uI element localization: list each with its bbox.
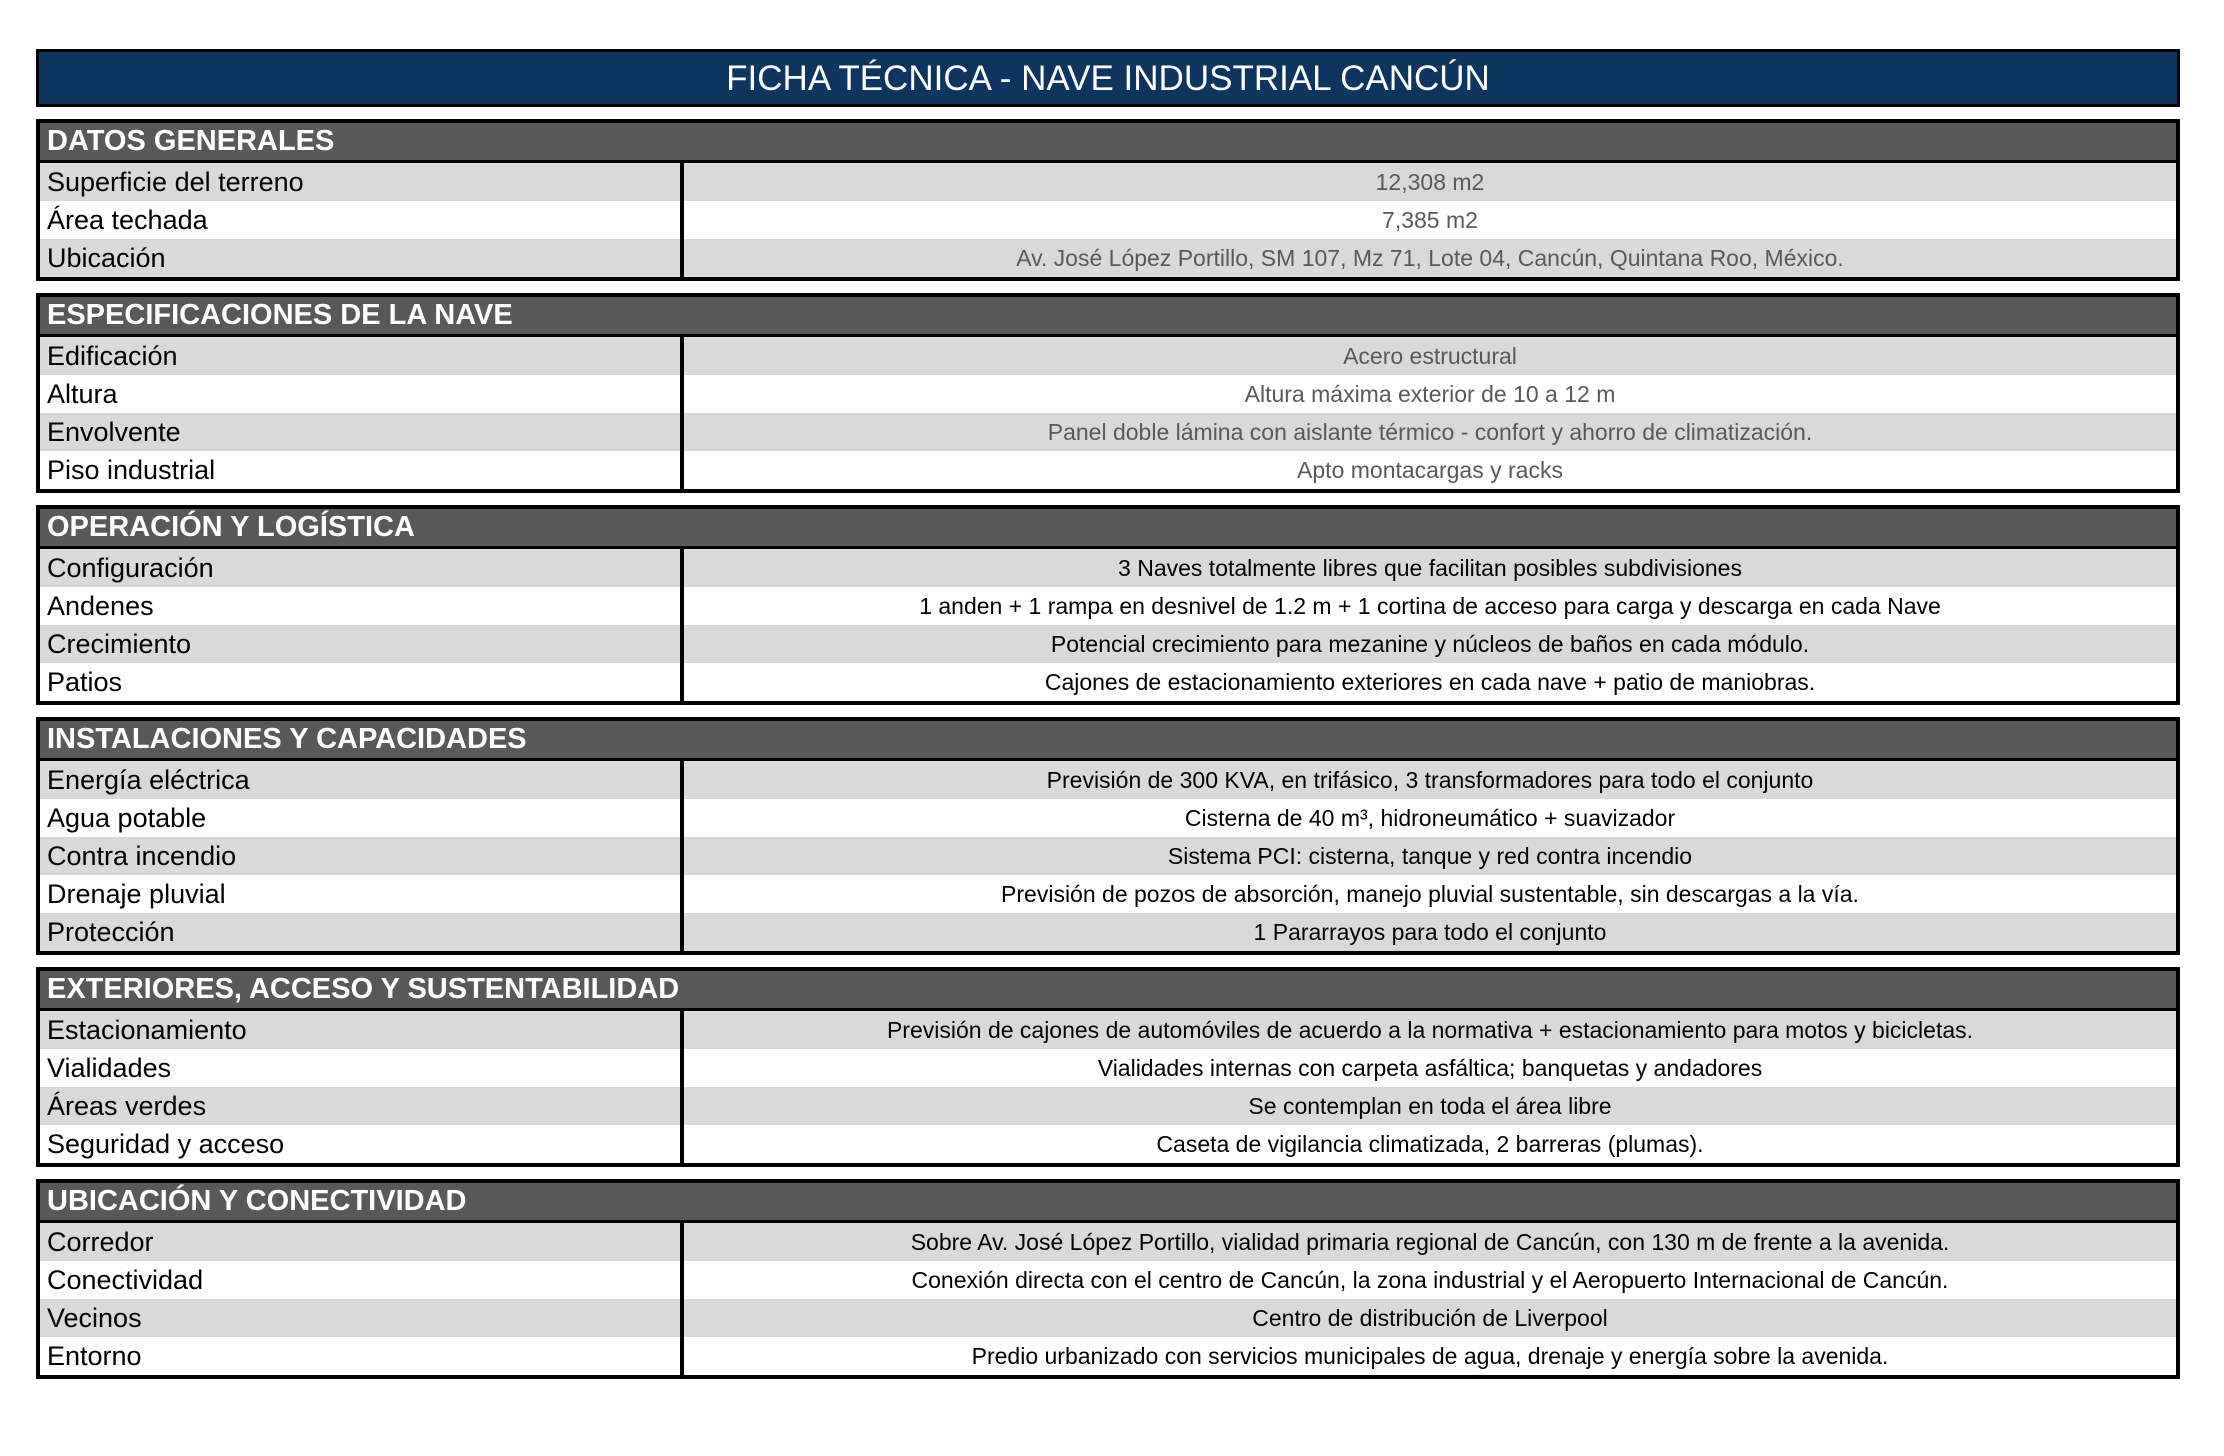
row-value: 7,385 m2: [1382, 206, 1478, 233]
row-value: Caseta de vigilancia climatizada, 2 barreras (plumas).: [1156, 1130, 1704, 1157]
row-value: Sobre Av. José López Portillo, vialidad primaria regional de Cancún, con 130 m de frente a la avenida.: [910, 1228, 1950, 1255]
row-value: Cisterna de 40 m³, hidroneumático + suavizador: [1184, 804, 1676, 831]
row-value: Av. José López Portillo, SM 107, Mz 71, Lote 04, Cancún, Quintana Roo, México.: [1016, 244, 1844, 271]
page-title: FICHA TÉCNICA - NAVE INDUSTRIAL CANCÚN: [36, 49, 2180, 107]
table-row: [40, 549, 2176, 587]
row-label: Patios: [40, 663, 684, 701]
row-value: Altura máxima exterior de 10 a 12 m: [1244, 380, 1616, 407]
section-exteriores-acceso: [36, 967, 2180, 1167]
row-value: Conexión directa con el centro de Cancún, la zona industrial y el Aeropuerto Internacional de Cancún.: [911, 1266, 1949, 1293]
row-value: Previsión de pozos de absorción, manejo pluvial sustentable, sin descargas a la vía.: [1001, 880, 1859, 907]
table-row: [40, 625, 2176, 663]
row-label: Estacionamiento: [40, 1011, 684, 1049]
table-row: [40, 1261, 2176, 1299]
section-ubicacion-conectividad: [36, 1179, 2180, 1379]
row-value: 1 anden + 1 rampa en desnivel de 1.2 m + 1 cortina de acceso para carga y descarga en cada Nave: [919, 592, 1941, 619]
table-row: [40, 1337, 2176, 1375]
row-label: Corredor: [40, 1223, 684, 1261]
row-label: Contra incendio: [40, 837, 684, 875]
row-value: Apto montacargas y racks: [1297, 456, 1563, 483]
table-row: [40, 663, 2176, 701]
table-row: [40, 1049, 2176, 1087]
row-value: Vialidades internas con carpeta asfáltica; banquetas y andadores: [1097, 1054, 1763, 1081]
row-label: Área techada: [40, 201, 684, 239]
row-value: 3 Naves totalmente libres que facilitan posibles subdivisiones: [1118, 554, 1742, 581]
row-value: 12,308 m2: [1375, 168, 1485, 195]
row-label: Configuración: [40, 549, 684, 587]
section-rows: [40, 163, 2176, 277]
section-instalaciones-capacidades: [36, 717, 2180, 955]
row-value: Centro de distribución de Liverpool: [1252, 1304, 1608, 1331]
row-label: Altura: [40, 375, 684, 413]
table-row: [40, 413, 2176, 451]
section-heading: OPERACIÓN Y LOGÍSTICA: [40, 509, 2176, 549]
section-heading: UBICACIÓN Y CONECTIVIDAD: [40, 1183, 2176, 1223]
table-row: [40, 1011, 2176, 1049]
section-rows: [40, 549, 2176, 701]
table-row: [40, 837, 2176, 875]
table-row: [40, 1299, 2176, 1337]
row-label: Vialidades: [40, 1049, 684, 1087]
row-label: Crecimiento: [40, 625, 684, 663]
table-row: [40, 913, 2176, 951]
row-label: Superficie del terreno: [40, 163, 684, 201]
row-value: Panel doble lámina con aislante térmico - confort y ahorro de climatización.: [1047, 418, 1813, 445]
section-rows: [40, 337, 2176, 489]
row-label: Edificación: [40, 337, 684, 375]
table-row: [40, 239, 2176, 277]
table-row: [40, 799, 2176, 837]
row-label: Energía eléctrica: [40, 761, 684, 799]
row-value: Se contemplan en toda el área libre: [1248, 1092, 1612, 1119]
table-row: [40, 1223, 2176, 1261]
section-operacion-logistica: [36, 505, 2180, 705]
row-value: Previsión de cajones de automóviles de acuerdo a la normativa + estacionamiento para motos y bicicletas.: [886, 1016, 1974, 1043]
table-row: [40, 451, 2176, 489]
row-label: Envolvente: [40, 413, 684, 451]
row-label: Drenaje pluvial: [40, 875, 684, 913]
row-value: 1 Pararrayos para todo el conjunto: [1253, 918, 1607, 945]
row-value: Predio urbanizado con servicios municipales de agua, drenaje y energía sobre la avenida.: [971, 1342, 1889, 1369]
row-label: Ubicación: [40, 239, 684, 277]
section-rows: [40, 761, 2176, 951]
table-row: [40, 337, 2176, 375]
section-heading: EXTERIORES, ACCESO Y SUSTENTABILIDAD: [40, 971, 2176, 1011]
section-especificaciones-nave: [36, 293, 2180, 493]
section-rows: [40, 1223, 2176, 1375]
row-label: Seguridad y acceso: [40, 1125, 684, 1163]
row-label: Agua potable: [40, 799, 684, 837]
table-row: [40, 201, 2176, 239]
table-row: [40, 1087, 2176, 1125]
section-heading: DATOS GENERALES: [40, 123, 2176, 163]
row-value: Cajones de estacionamiento exteriores en cada nave + patio de maniobras.: [1044, 668, 1816, 695]
section-rows: [40, 1011, 2176, 1163]
section-heading: ESPECIFICACIONES DE LA NAVE: [40, 297, 2176, 337]
technical-sheet: [36, 49, 2180, 1379]
table-row: [40, 1125, 2176, 1163]
row-label: Andenes: [40, 587, 684, 625]
table-row: [40, 163, 2176, 201]
row-label: Piso industrial: [40, 451, 684, 489]
table-row: [40, 875, 2176, 913]
row-label: Conectividad: [40, 1261, 684, 1299]
row-label: Áreas verdes: [40, 1087, 684, 1125]
section-datos-generales: [36, 119, 2180, 281]
table-row: [40, 587, 2176, 625]
table-row: [40, 375, 2176, 413]
row-label: Vecinos: [40, 1299, 684, 1337]
section-heading: INSTALACIONES Y CAPACIDADES: [40, 721, 2176, 761]
row-label: Protección: [40, 913, 684, 951]
row-value: Previsión de 300 KVA, en trifásico, 3 transformadores para todo el conjunto: [1046, 766, 1814, 793]
row-value: Acero estructural: [1343, 342, 1517, 369]
row-label: Entorno: [40, 1337, 684, 1375]
row-value: Sistema PCI: cisterna, tanque y red contra incendio: [1167, 842, 1693, 869]
table-row: [40, 761, 2176, 799]
row-value: Potencial crecimiento para mezanine y núcleos de baños en cada módulo.: [1050, 630, 1810, 657]
